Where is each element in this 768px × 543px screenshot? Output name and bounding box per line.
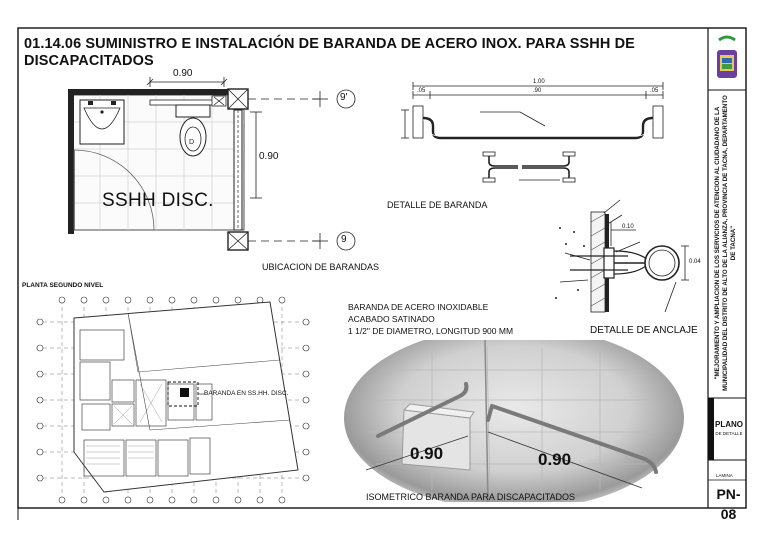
spec-line-3: 1 1/2" DE DIAMETRO, LONGITUD 900 MM xyxy=(348,326,514,336)
ubicacion-caption: UBICACION DE BARANDAS xyxy=(262,262,380,272)
axis-label-top: 9' xyxy=(340,92,348,103)
anchor-detail-caption: DETALLE DE ANCLAJE xyxy=(590,325,698,336)
spec-line-1: BARANDA DE ACERO INOXIDABLE xyxy=(348,302,489,312)
project-name: "MEJORAMIENTO Y AMPLIACION DE LOS SERVICIOS DE ATENCION AL CIUDADANO DE LA MUNICIPALIDAD DEL DISTRITO DE ALTO DE LA ALIANZA, PROVINCIA DE TACNA, DEPARTAMENTO DE TACNA" xyxy=(714,95,737,391)
project-name-block xyxy=(708,92,744,395)
municipal-logo xyxy=(717,37,737,78)
bathroom-plan xyxy=(68,77,355,250)
floor-plan-callout: BARANDA EN SS.HH. DISC. xyxy=(204,390,289,397)
anchor-dim-height: 0.04 xyxy=(689,259,701,265)
sheet-number-label: LAMINA xyxy=(716,473,733,478)
anchor-detail xyxy=(555,200,689,312)
railing-dim-total: 1.00 xyxy=(533,79,545,85)
sheet-type-main: PLANO xyxy=(715,420,743,429)
isometric-photo xyxy=(342,340,686,502)
dimension-top: 0.90 xyxy=(173,68,193,79)
railing-detail xyxy=(401,82,663,186)
photo-dimension-right: 0.90 xyxy=(538,450,572,469)
floor-plan xyxy=(36,297,310,503)
sheet-title: 01.14.06 SUMINISTRO E INSTALACIÓN DE BARANDA DE ACERO INOX. PARA SSHH DE DISCAPACITADOS xyxy=(24,36,635,69)
railing-dim-left: .05 xyxy=(417,88,426,94)
axis-label-bottom: 9 xyxy=(341,234,347,245)
sheet-type-sub: DE DETALLE xyxy=(715,431,743,436)
railing-dim-mid: .90 xyxy=(533,88,542,94)
railing-dim-right: .05 xyxy=(650,88,659,94)
railing-detail-caption: DETALLE DE BARANDA xyxy=(387,200,488,210)
floor-plan-caption: PLANTA SEGUNDO NIVEL xyxy=(22,282,104,289)
room-label: SSHH DISC. xyxy=(102,190,214,211)
photo-dimension-left: 0.90 xyxy=(410,444,444,463)
anchor-dim-depth: 0.10 xyxy=(622,224,634,230)
svg-text:D: D xyxy=(189,139,195,146)
spec-line-2: ACABADO SATINADO xyxy=(348,314,435,324)
dimension-right: 0.90 xyxy=(259,151,279,162)
sheet-number: PN-08 xyxy=(716,486,741,522)
sheet-type xyxy=(712,420,746,438)
isometric-caption: ISOMETRICO BARANDA PARA DISCAPACITADOS xyxy=(366,492,576,502)
isometric-photo-image xyxy=(342,340,686,502)
